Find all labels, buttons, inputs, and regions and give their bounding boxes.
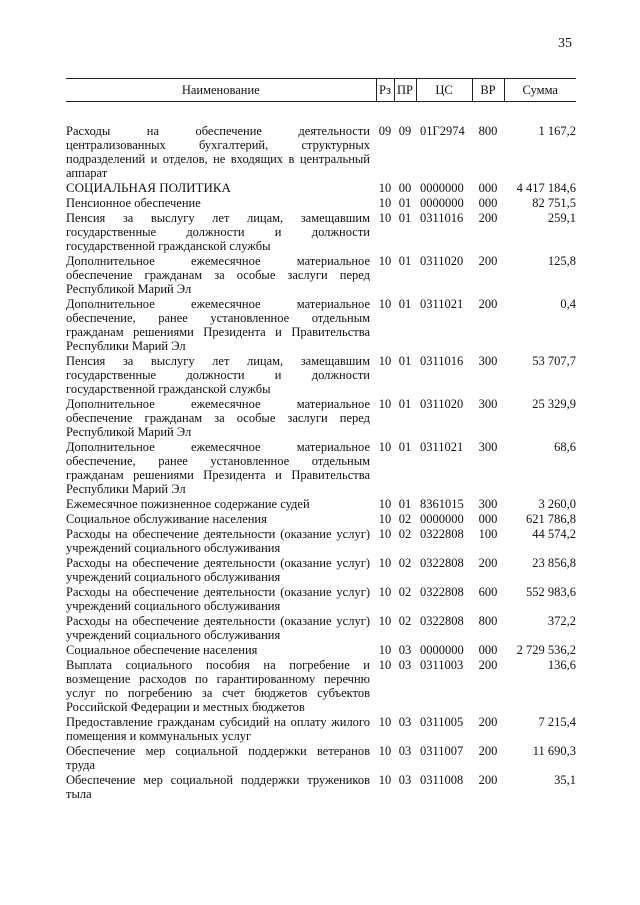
row-pr: 01 [398, 354, 412, 368]
row-cs: 0311007 [420, 744, 464, 758]
row-name: Дополнительное ежемесячное материальное обеспечение гражданам за особые заслуги перед Республикой Марий Эл [66, 397, 370, 439]
row-name: Расходы на обеспечение деятельности централизованных бухгалтерий, структурных подразделений и отделов, не входящих в центральный аппарат [66, 124, 370, 180]
row-vr: 800 [478, 614, 498, 628]
row-cs: 0311020 [420, 397, 464, 411]
row-sum: 23 856,8 [532, 556, 576, 570]
row-rz: 10 [378, 715, 392, 729]
table-row [66, 556, 576, 585]
row-sum: 53 707,7 [532, 354, 576, 368]
table-row [66, 196, 576, 211]
header-rz: Рз [376, 79, 394, 102]
row-sum: 125,8 [547, 254, 576, 268]
row-pr: 00 [398, 181, 412, 195]
table-row [66, 773, 576, 802]
row-name: Дополнительное ежемесячное материальное обеспечение гражданам за особые заслуги перед Республикой Марий Эл [66, 254, 370, 296]
row-pr: 01 [398, 440, 412, 454]
row-cs: 0311021 [420, 297, 464, 311]
row-vr: 300 [478, 440, 498, 454]
row-pr: 03 [398, 643, 412, 657]
row-sum: 11 690,3 [532, 744, 576, 758]
row-name: Предоставление гражданам субсидий на оплату жилого помещения и коммунальных услуг [66, 715, 370, 743]
row-vr: 300 [478, 354, 498, 368]
row-cs: 0000000 [420, 643, 464, 657]
table-row [66, 397, 576, 440]
row-rz: 10 [378, 440, 392, 454]
row-rz: 10 [378, 512, 392, 526]
row-name: Ежемесячное пожизненное содержание судей [66, 497, 310, 511]
row-pr: 01 [398, 497, 412, 511]
row-cs: 0000000 [420, 196, 464, 210]
row-cs: 0311020 [420, 254, 464, 268]
row-name: Дополнительное ежемесячное материальное обеспечение, ранее установленное отдельным гражданам решениями Президента и Правительства Республики Марий Эл [66, 297, 370, 353]
row-cs: 0311005 [420, 715, 464, 729]
row-sum: 136,6 [547, 658, 576, 672]
row-vr: 200 [478, 297, 498, 311]
row-vr: 800 [478, 124, 498, 138]
row-vr: 200 [478, 773, 498, 787]
header-sum: Сумма [504, 79, 576, 102]
row-cs: 0322808 [420, 585, 464, 599]
row-name: Пенсия за выслугу лет лицам, замещавшим государственные должности и должности государственной гражданской службы [66, 354, 370, 396]
row-pr: 01 [398, 297, 412, 311]
row-rz: 09 [378, 124, 392, 138]
row-sum: 372,2 [547, 614, 576, 628]
row-pr: 02 [398, 512, 412, 526]
row-sum: 1 167,2 [538, 124, 576, 138]
row-sum: 35,1 [554, 773, 576, 787]
row-vr: 000 [478, 643, 498, 657]
row-name: Социальное обслуживание населения [66, 512, 267, 526]
row-rz: 10 [378, 556, 392, 570]
table-row [66, 512, 576, 527]
header-vr: ВР [472, 79, 504, 102]
table-row [66, 585, 576, 614]
table-row [66, 297, 576, 354]
row-vr: 200 [478, 556, 498, 570]
row-cs: 0311016 [420, 211, 464, 225]
row-pr: 03 [398, 658, 412, 672]
row-name: Социальное обеспечение населения [66, 643, 258, 657]
row-sum: 68,6 [554, 440, 576, 454]
table-row [66, 102, 576, 182]
row-vr: 600 [478, 585, 498, 599]
row-pr: 01 [398, 254, 412, 268]
row-rz: 10 [378, 614, 392, 628]
table-header [66, 79, 576, 102]
row-pr: 02 [398, 556, 412, 570]
row-pr: 02 [398, 614, 412, 628]
row-cs: 0322808 [420, 614, 464, 628]
row-rz: 10 [378, 643, 392, 657]
row-pr: 02 [398, 527, 412, 541]
table-row [66, 527, 576, 556]
row-sum: 552 983,6 [526, 585, 576, 599]
row-cs: 0311021 [420, 440, 464, 454]
table-row [66, 614, 576, 643]
row-name: Обеспечение мер социальной поддержки ветеранов труда [66, 744, 370, 772]
row-rz: 10 [378, 773, 392, 787]
row-sum: 44 574,2 [532, 527, 576, 541]
row-name: Обеспечение мер социальной поддержки тружеников тыла [66, 773, 370, 801]
row-name: СОЦИАЛЬНАЯ ПОЛИТИКА [66, 180, 231, 195]
row-pr: 01 [398, 397, 412, 411]
row-sum: 621 786,8 [526, 512, 576, 526]
table-row [66, 658, 576, 715]
row-sum: 82 751,5 [532, 196, 576, 210]
row-name: Расходы на обеспечение деятельности (оказание услуг) учреждений социального обслуживания [66, 527, 370, 555]
header-pr: ПР [394, 79, 416, 102]
table-row [66, 715, 576, 744]
row-cs: 0000000 [420, 512, 464, 526]
row-vr: 200 [478, 254, 498, 268]
row-vr: 000 [478, 181, 498, 195]
row-rz: 10 [378, 527, 392, 541]
header-cs: ЦС [416, 79, 472, 102]
row-rz: 10 [378, 497, 392, 511]
row-vr: 000 [478, 196, 498, 210]
row-sum: 25 329,9 [532, 397, 576, 411]
row-cs: 0000000 [420, 181, 464, 195]
row-vr: 100 [478, 527, 498, 541]
page-number: 35 [558, 36, 572, 51]
row-name: Пенсионное обеспечение [66, 196, 201, 210]
row-rz: 10 [378, 354, 392, 368]
row-cs: 0311016 [420, 354, 464, 368]
row-pr: 01 [398, 196, 412, 210]
row-name: Расходы на обеспечение деятельности (оказание услуг) учреждений социального обслуживания [66, 585, 370, 613]
row-name: Пенсия за выслугу лет лицам, замещавшим государственные должности и должности государственной гражданской службы [66, 211, 370, 253]
row-cs: 01Г2974 [420, 124, 465, 138]
row-rz: 10 [378, 211, 392, 225]
table-row [66, 497, 576, 512]
row-cs: 0311003 [420, 658, 464, 672]
table-row [66, 744, 576, 773]
row-cs: 0322808 [420, 527, 464, 541]
row-sum: 4 417 184,6 [516, 181, 576, 195]
row-vr: 000 [478, 512, 498, 526]
row-cs: 8361015 [420, 497, 464, 511]
row-sum: 2 729 536,2 [516, 643, 576, 657]
header-name: Наименование [66, 79, 376, 102]
row-sum: 3 260,0 [538, 497, 576, 511]
row-rz: 10 [378, 254, 392, 268]
row-pr: 02 [398, 585, 412, 599]
budget-table [66, 78, 576, 802]
row-cs: 0322808 [420, 556, 464, 570]
row-rz: 10 [378, 297, 392, 311]
row-sum: 0,4 [560, 297, 576, 311]
budget-table-container [66, 78, 576, 802]
row-vr: 300 [478, 497, 498, 511]
row-pr: 03 [398, 715, 412, 729]
row-pr: 09 [398, 124, 412, 138]
row-vr: 300 [478, 397, 498, 411]
row-rz: 10 [378, 181, 392, 195]
row-rz: 10 [378, 585, 392, 599]
row-rz: 10 [378, 397, 392, 411]
table-row [66, 254, 576, 297]
table-row [66, 354, 576, 397]
row-sum: 259,1 [547, 211, 576, 225]
row-name: Дополнительное ежемесячное материальное обеспечение, ранее установленное отдельным гражданам решениями Президента и Правительства Республики Марий Эл [66, 440, 370, 496]
row-pr: 03 [398, 744, 412, 758]
row-name: Расходы на обеспечение деятельности (оказание услуг) учреждений социального обслуживания [66, 614, 370, 642]
row-sum: 7 215,4 [538, 715, 576, 729]
row-rz: 10 [378, 744, 392, 758]
row-name: Выплата социального пособия на погребение и возмещение расходов по гарантированному перечню услуг по погребению за счет бюджетов субъектов Российской Федерации и местных бюджетов [66, 658, 370, 714]
table-body [66, 102, 576, 803]
row-pr: 01 [398, 211, 412, 225]
table-row [66, 440, 576, 497]
row-rz: 10 [378, 658, 392, 672]
row-vr: 200 [478, 744, 498, 758]
row-rz: 10 [378, 196, 392, 210]
row-pr: 03 [398, 773, 412, 787]
row-vr: 200 [478, 211, 498, 225]
row-cs: 0311008 [420, 773, 464, 787]
row-vr: 200 [478, 658, 498, 672]
table-row [66, 211, 576, 254]
table-row [66, 181, 576, 196]
table-row [66, 643, 576, 658]
row-vr: 200 [478, 715, 498, 729]
row-name: Расходы на обеспечение деятельности (оказание услуг) учреждений социального обслуживания [66, 556, 370, 584]
